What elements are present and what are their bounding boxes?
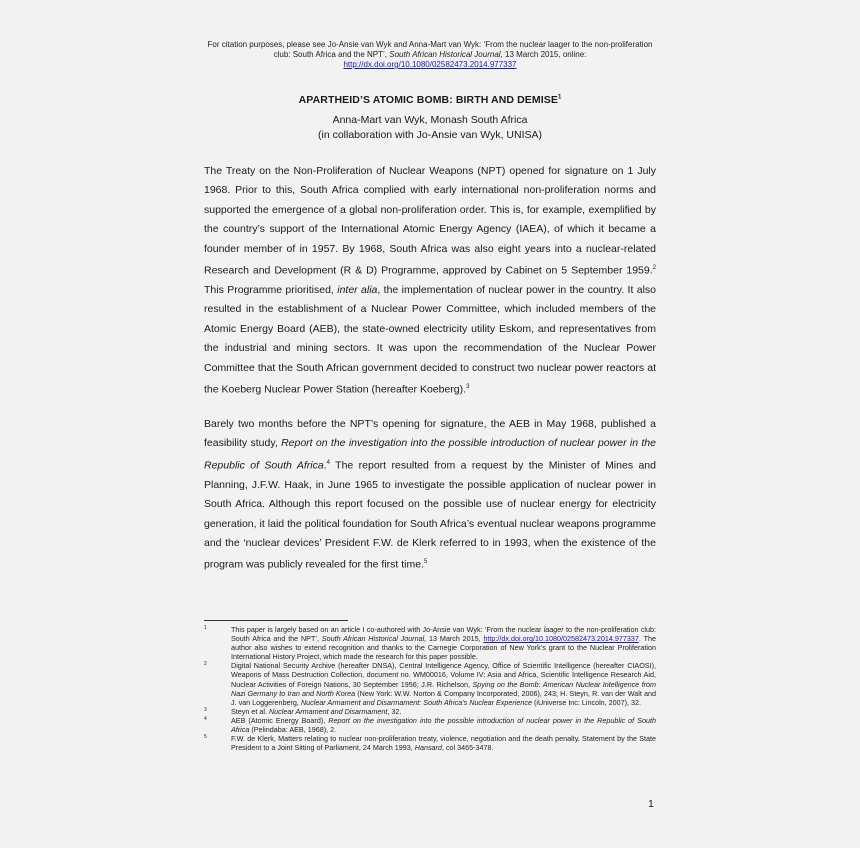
title-text: APARTHEID’S ATOMIC BOMB: BIRTH AND DEMISE [298,94,558,106]
fn3-italic-1: Nuclear Armament and Disarmament [268,706,388,716]
footnote-ref-5[interactable]: 5 [424,559,428,566]
footnote-number: 2 [204,661,207,668]
fn1-italic-1: laager [543,625,564,634]
footnote-2 [204,661,656,706]
footnote-ref-3[interactable]: 3 [466,383,470,390]
title-footnote-ref[interactable]: 1 [557,94,562,101]
citation-doi-link[interactable]: http://dx.doi.org/10.1080/02582473.2014.977337 [343,60,517,69]
page-number: 1 [648,798,654,810]
footnote-5 [204,734,656,752]
footnote-4 [204,716,656,734]
fn5-text-a: F.W. de Klerk, Matters relating to nuclear non-proliferation treaty, violence, negotiation and the death penalty. Statement by the State President to a Joint Sitting of Parliament, 24 March 1993, [231,734,656,753]
fn4-text-a: AEB (Atomic Energy Board), [231,715,329,725]
fn1-italic-2: South African Historical Journal, [321,634,427,644]
fn2-text-c: (iUniverse Inc: Lincoln, 2007), 32. [531,697,642,707]
footnote-ref-4[interactable]: 4 [326,459,330,466]
p2-text-a: Barely two months before the NPT’s opening for signature, the AEB in May 1968, published a feasibility study, [204,418,656,450]
fn4-italic-1: Report on the investigation into the possible introduction of nuclear power in the Republic of South Africa [231,715,656,735]
footnote-ref-2[interactable]: 2 [652,265,656,272]
fn3-text-a: Steyn et al. [231,706,269,716]
p2-text-c: The report resulted from a request by the Minister of Mines and Planning, J.F.W. Haak, in June 1965 to investigate the possible application of nuclear power in South Africa. Although this report focused on the possible use of nuclear energy for electricity generation, it laid the political foundation for South Africa’s eventual nuclear weapons programme and the ‘nuclear devices’ President F.W. de Klerk referred to in 1993, when the existence of the program was publicly revealed for the first time. [204,459,656,571]
fn1-doi-link[interactable]: http://dx.doi.org/10.1080/02582473.2014.977337 [483,634,639,644]
citation-journal: South African Historical Journal, [389,50,503,59]
footnote-divider [204,620,348,621]
p1-text-b: This Programme prioritised, [204,283,338,296]
footnote-number: 5 [204,734,207,741]
footnote-number: 4 [204,715,207,722]
fn1-text-c: 13 March 2015, [426,634,484,644]
citation-line-2 [190,50,670,60]
page-title [190,94,670,106]
footnote-3 [204,707,656,716]
p1-text-c: , the implementation of nuclear power in the country. It also resulted in the establishment of a Nuclear Power Committee, which included members of the Atomic Energy Board (AEB), the state-owned electricity utility Eskom, and representatives from the industrial and mining sectors. It was upon the recommendation of the Nuclear Power Committee that the South African government decided to construct two nuclear power reactors at the Koeberg Nuclear Power Station (hereafter Koeberg). [204,283,656,396]
fn5-italic-1: Hansard [414,743,442,753]
footnote-number: 3 [204,706,207,713]
fn5-text-b: , col 3465-3478. [441,743,494,753]
fn1-text-b: to the non-proliferation club: South Africa and the NPT’, [231,625,656,644]
fn2-italic-2: Nuclear Armament and Disarmament: South Africa’s Nuclear Experience [300,697,532,707]
fn3-text-b: , 32. [387,706,402,716]
fn2-text-b: (New York: W.W. Norton & Company Incorporated, 2006), 243; H. Steyn, R. van der Walt and J. van Loggerenberg, [231,688,657,707]
footnote-1 [204,625,656,661]
p1-text-a: The Treaty on the Non-Proliferation of Nuclear Weapons (NPT) opened for signature on 1 July 1968. Prior to this, South Africa complied with early international non-proliferation norms and supported the emergence of a global non-proliferation order. This is, for example, exemplified by the country’s support of the International Atomic Energy Agency (IAEA), of which it became a founder member of in 1957. By 1968, South Africa was also eight years into a nuclear-related Research and Development (R & D) Programme, approved by Cabinet on 5 September 1959. [204,165,656,277]
body-paragraph-1 [204,162,656,400]
fn4-text-b: (Pelindaba: AEB, 1968), 2. [249,725,337,735]
citation-note [190,40,670,70]
p2-text-b: . [323,459,327,472]
fn1-text-a: This paper is largely based on an article I co-authored with Jo-Ansie van Wyk: ‘From the nuclear [231,625,544,634]
footnotes [204,625,656,752]
citation-line-2-post: 13 March 2015, online: [505,50,587,59]
footnote-number: 1 [204,625,207,631]
author-line-2: (in collaboration with Jo-Ansie van Wyk, UNISA) [318,129,542,141]
fn2-italic-1: Spying on the Bomb: American Nuclear Intelligence from Nazi Germany to Iran and North Korea [231,679,656,698]
author-line-1: Anna-Mart van Wyk, Monash South Africa [332,114,528,126]
fn1-text-d: . The author also wishes to extend recognition and thanks to the Carnegie Corporation of New York’s grant to the Nuclear Proliferation International History Project, which made the research for this paper possible. [231,634,656,662]
author-block [190,113,670,143]
citation-line-1: For citation purposes, please see Jo-Ansie van Wyk and Anna-Mart van Wyk: ‘From the nuclear laager to the non-proliferation [207,40,653,49]
fn2-text-a: Digital National Security Archive (hereafter DNSA), Central Intelligence Agency, Office of Scientific Intelligence (hereafter CIAOSI), Weapons of Mass Destruction Collection, document no. WM00016, Volume IV: Asia and Africa, Scientific Intelligence Research Aid, Nuclear Activities of Foreign Nations, 30 September 1956; J.R. Richelson, [231,661,656,689]
citation-line-2-pre: club: South Africa and the NPT’, [273,50,387,59]
p2-italic: Report on the investigation into the possible introduction of nuclear power in the Republic of South Africa [204,437,656,472]
body-paragraph-2 [204,415,656,575]
p1-italic: inter alia [337,283,378,296]
